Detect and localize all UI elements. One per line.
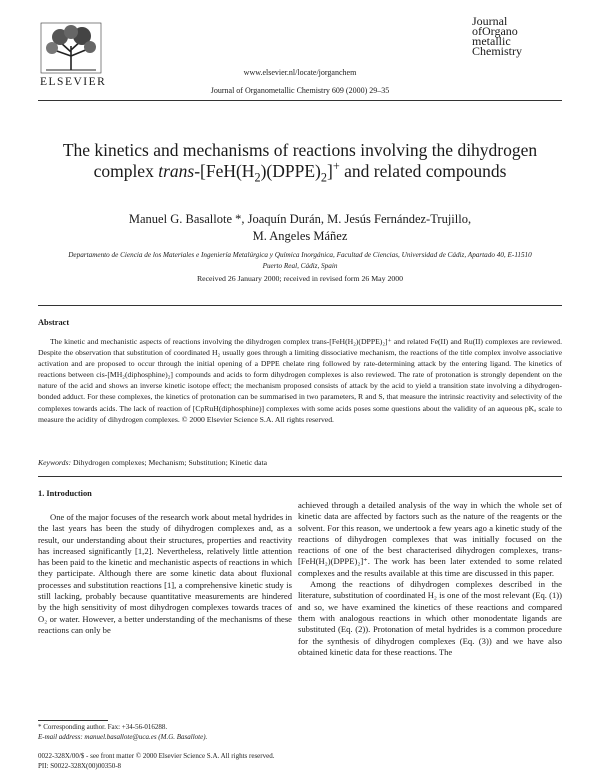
elsevier-tree-icon	[40, 22, 102, 74]
section-heading: 1. Introduction	[38, 489, 92, 498]
email-address[interactable]: E-mail address: manuel.basallote@uca.es (M.G. Basallote).	[38, 733, 208, 741]
journal-url[interactable]: www.elsevier.nl/locate/jorganchem	[243, 68, 357, 77]
journal-logo-line: ofOrgano	[472, 24, 518, 38]
paragraph: achieved through a detailed analysis of the way in which the whole set of kinetic data are affected by factors such as the nature of the reagents or the solvent. For this reason, we undertook a few years ago a kinetic study of the reactions of dihydrogen complexes that was initially focused on the reactions of one of the best characterised dihydrogen complexes, trans-[FeH(H₂)(DPPE)₂]⁺. The work has been later extended to some related complexes and the results available at this time are discussed in this paper.	[298, 500, 562, 578]
affiliation: Departamento de Ciencia de los Materiales e Ingeniería Metalúrgica y Química Inorgánica, Facultad de Ciencias, Universidad de Cádiz, Apartado 40, E-11510 Puerto Real, Cádiz, Spain	[68, 251, 532, 270]
journal-logo-line: metallic	[472, 34, 511, 48]
article-title: The kinetics and mechanisms of reactions involving the dihydrogen complex trans-$[FeH(H_2)(DPPE)_2]^+$ and related compounds	[62, 140, 538, 185]
received-dates: Received 26 January 2000; received in revised form 26 May 2000	[196, 274, 404, 283]
elsevier-logo	[40, 22, 107, 88]
keywords-list: Dihydrogen complexes; Mechanism; Substitution; Kinetic data	[71, 458, 268, 467]
left-column	[38, 512, 292, 636]
keywords-label: Keywords:	[38, 458, 72, 467]
paragraph: Among the reactions of dihydrogen complexes described in the literature, substitution of coordinated H₂ is one of the most relevant (Eq. (1)) and so, we have examined the kinetics of these reactions and compared them with analogous reactions in which other monodentate ligands are substituted (Eq. (2)). Protonation of metal hydrides is a common procedure for the synthesis of dihydrogen complexes (Eq. (3)) and we have also obtained kinetic data for these reactions. The	[298, 579, 562, 657]
keywords	[38, 458, 267, 467]
copyright-line: 0022-328X/00/$ - see front matter © 2000 Elsevier Science S.A. All rights reserved.	[38, 752, 275, 760]
author-list	[60, 211, 540, 245]
abstract-heading: Abstract	[38, 318, 70, 327]
abstract-text: The kinetic and mechanistic aspects of reactions involving the dihydrogen complex trans-[FeH(H₂)(DPPE)₂]⁺ and related Fe(II) and Ru(II) complexes are reviewed. Despite the observation that substitution of coordinated H₂ usually goes through a limiting dissociative mechanism, the reactions of the title complex involve associative activation and are proposed to occur through the initial opening of a DPPE chelate ring followed by rate-determining attack by the entering ligand. The kinetics of reactions between cis-[MH₂(diphosphine)₂] compounds and acids to form dihydrogen complexes is also reviewed. The rate of protonation is strongly dependent on the nature of the acid and shows an inverse kinetic isotope effect; the mechanism proposed consists of attack by the acid to yield a transition state involving a dihydrogen-bonded adduct. For these complexes, the kinetics of protonation can be summarised in two parameters, R and S, that measure the intrinsic reactivity and selectivity of the complexes towards acids. The lack of reaction of [CpRuH(diphosphine)] complexes with some acids poses some questions about the validity of an aqueous pKₐ scale to measure the acidity of dihydrogen complexes. © 2000 Elsevier Science S.A. All rights reserved.	[38, 337, 562, 424]
corresponding-author: * Corresponding author. Fax: +34-56-016288.	[38, 723, 168, 731]
journal-logo	[472, 16, 562, 56]
publisher-name: ELSEVIER	[40, 76, 107, 88]
right-column	[298, 500, 562, 658]
journal-logo-line: Chemistry	[472, 44, 522, 58]
copyright-footer	[38, 751, 274, 771]
paragraph: One of the major focuses of the research work about metal hydrides in the last years has been the study of dihydrogen complexes and, as a result, our understanding about their structures, properties and reactivity has increased significantly [1,2]. Nevertheless, relatively little attention has been paid to the kinetic and mechanistic aspects of reactions in which they participate. Although there are some kinetic data about fluxional processes and substitution reactions [1], a comprehensive kinetic study is still lacking, probably because quantitative measurements are hindered by the high sensitivity of most dihydrogen complexes towards traces of O₂ or water. However, a better understanding of the mechanisms of these reactions can only be	[38, 512, 292, 635]
journal-logo-line: Journal	[472, 14, 508, 28]
journal-citation: Journal of Organometallic Chemistry 609 (2000) 29–35	[210, 86, 390, 95]
authors-line: Manuel G. Basallote *, Joaquín Durán, M. Jesús Fernández-Trujillo,	[128, 212, 472, 226]
footnotes	[38, 722, 207, 742]
authors-line: M. Angeles Máñez	[252, 229, 348, 243]
footnote-divider	[38, 720, 108, 721]
header-divider	[38, 100, 562, 101]
abstract-divider	[38, 476, 562, 477]
pii-line: PII: S0022-328X(00)00350-8	[38, 762, 122, 770]
title-divider	[38, 305, 562, 306]
